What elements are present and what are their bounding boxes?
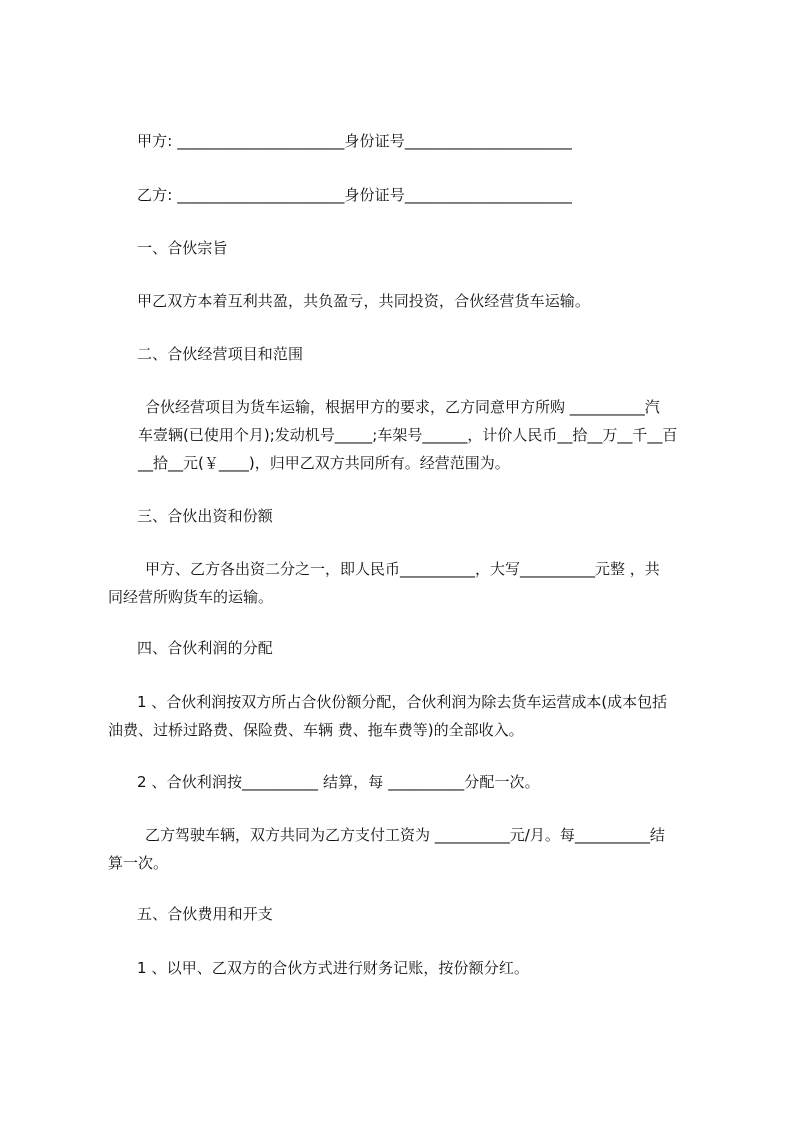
section-2-heading: 二、合伙经营项目和范围 xyxy=(137,345,304,363)
section-2-line-2: 车壹辆(已使用个月);发动机号_____;车架号______，计价人民币__拾__万__千__百 xyxy=(138,426,678,444)
section-5-heading: 五、合伙费用和开支 xyxy=(137,905,273,923)
section-4-salary xyxy=(108,821,688,877)
party-a-line: 甲方: ______________________身份证号______________________ xyxy=(137,132,573,150)
section-4-item-2: 2 、合伙利润按__________ 结算，每 __________分配一次。 xyxy=(137,773,540,791)
section-2-line-1: 合伙经营项目为货车运输，根据甲方的要求，乙方同意甲方所购 __________汽 xyxy=(145,398,660,416)
section-4-item-1-line-1: 1 、合伙利润按双方所占合伙份额分配，合伙利润为除去货车运营成本(成本包括 xyxy=(137,693,668,711)
section-3-line-2: 同经营所购货车的运输。 xyxy=(108,588,274,606)
section-4-item-1 xyxy=(108,688,688,744)
section-2-line-3: __拾__元(￥____)，归甲乙双方共同所有。经营范围为。 xyxy=(138,454,510,472)
section-1-body: 甲乙双方本着互利共盈，共负盈亏，共同投资，合伙经营货车运输。 xyxy=(137,292,591,310)
section-4-item-1-line-2: 油费、过桥过路费、保险费、车辆 费、拖车费等)的全部收入。 xyxy=(108,721,524,739)
party-b-line: 乙方: ______________________身份证号______________________ xyxy=(137,186,573,204)
section-3-line-1: 甲方、乙方各出资二分之一，即人民币__________，大写__________元整 ，共 xyxy=(145,560,660,578)
section-5-item-1: 1 、以甲、乙双方的合伙方式进行财务记账，按份额分红。 xyxy=(137,959,530,977)
section-4-heading: 四、合伙利润的分配 xyxy=(137,639,273,657)
section-3-body xyxy=(108,555,688,611)
section-1-heading: 一、合伙宗旨 xyxy=(137,239,228,257)
section-4-salary-line-1: 乙方驾驶车辆，双方共同为乙方支付工资为 __________元/月。每__________结 xyxy=(145,826,665,844)
section-3-heading: 三、合伙出资和份额 xyxy=(137,507,273,525)
section-2-body xyxy=(108,393,688,477)
section-4-salary-line-2: 算一次。 xyxy=(108,854,169,872)
